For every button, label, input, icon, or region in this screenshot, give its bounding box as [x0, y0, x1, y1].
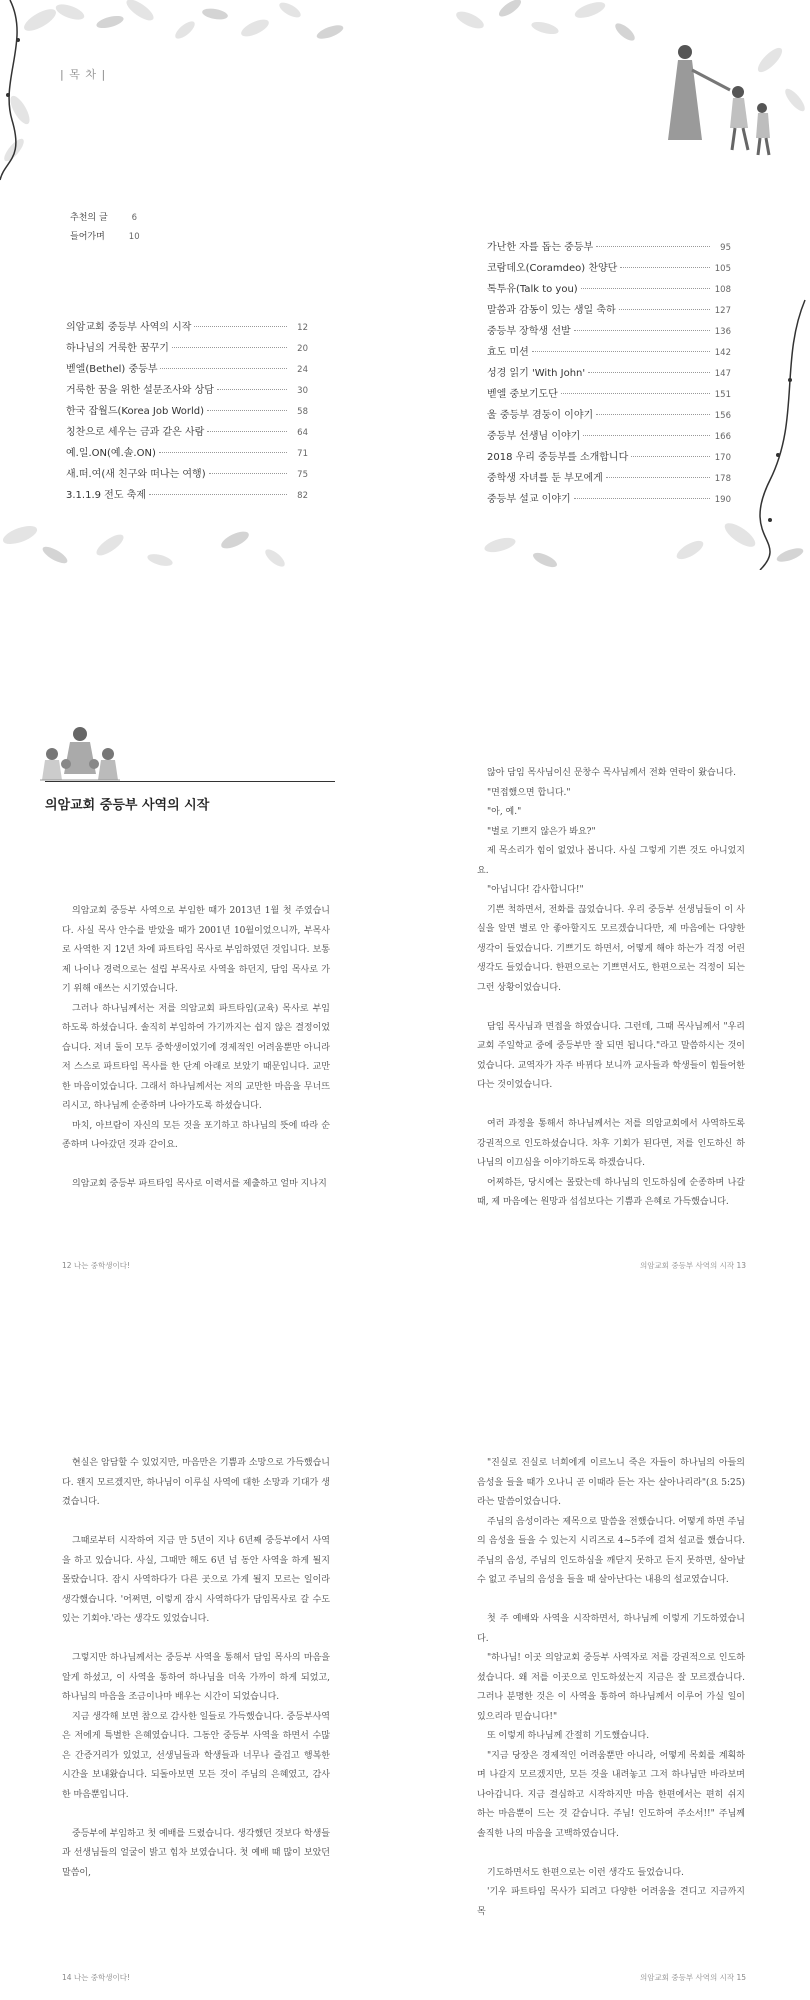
- paragraph: '기우 파트타임 목사가 되려고 다양한 어려움을 견디고 지금까지 목: [477, 1887, 745, 1917]
- page-folio-right: 의암교회 중등부 사역의 시작 15: [640, 1973, 747, 1982]
- page-14-body: [62, 1454, 330, 1883]
- toc-item[interactable]: 중등부 선생님 이야기 166: [487, 431, 731, 442]
- paragraph: 그때로부터 시작하여 지금 만 5년이 지나 6년째 중등부에서 사역을 하고 있습니다. 사실, 그때만 해도 6년 넘 동안 사역을 하게 될지 몰랐습니다. 잠시 사역하다가 다른 곳으로 가게 될지 모르는 일이라 생각했습니다. '어쩌면, 이렇게 잠시 사역하다가 담임목사로 갈 수도 있는 기회야.'라는 생각도 있었습니다.: [62, 1536, 330, 1624]
- paragraph: 여러 과정을 통해서 하나님께서는 저를 의암교회에서 사역하도록 강권적으로 인도하셨습니다. 차후 기회가 된다면, 저를 인도하신 하나님의 이끄심을 이야기하도록 하겠습니다.: [477, 1119, 745, 1168]
- chapter-title: 의암교회 중등부 사역의 시작: [45, 798, 210, 813]
- toc-list-right: [487, 238, 731, 511]
- toc-item[interactable]: 한국 잡월드(Korea Job World) 58: [66, 406, 308, 417]
- toc-item[interactable]: 가난한 자를 돕는 중등부 95: [487, 242, 731, 253]
- paragraph: 제 목소리가 힘이 없었나 봅니다. 사실 그렇게 기쁜 것도 아니었지요.: [477, 846, 745, 876]
- toc-item[interactable]: 울 중등부 겸둥이 이야기 156: [487, 410, 731, 421]
- paragraph: 않아 담임 목사님이신 문창수 목사님께서 전화 연락이 왔습니다.: [487, 768, 736, 778]
- paragraph: 주님의 음성이라는 제목으로 말씀을 전했습니다. 어떻게 하면 주님의 음성을 들을 수 있는지 시리즈로 4~5주에 걸쳐 설교를 했습니다. 주님의 음성, 주님의 인도하심을 깨닫지 못하고 듣지 못하면, 살아날 수 없고 주님의 음성을 들을 때 살아난다는 내용의 설교였습니다.: [477, 1516, 745, 1585]
- paragraph: 기쁜 척하면서, 전화를 끊었습니다. 우리 중등부 선생님들이 이 사실을 알면 별로 안 좋아할지도 모르겠습니다만, 제 마음에는 다양한 생각이 들었습니다. 기쁘기도 하면서, 어떻게 해야 하는가 걱정 어린 생각도 들었습니다. 한편으로는 기쁘면서도, 한편으로는 걱정이 되는 그런 상황이었습니다.: [477, 904, 745, 993]
- paragraph: "하나님! 이곳 의암교회 중등부 사역자로 저를 강권적으로 인도하셨습니다. 왜 저를 이곳으로 인도하셨는지 지금은 잘 모르겠습니다. 그러나 분명한 것은 이 사역을 통하여 하나님께서 이루어 가실 일이 있으리라 믿습니다!": [477, 1653, 745, 1722]
- paragraph: 그러나 하나님께서는 저를 의암교회 파트타임(교육) 목사로 부임하도록 하셨습니다. 솔직히 부임하여 가기까지는 쉽지 않은 결정이었습니다. 저녀 둘이 모두 중학생이었기에 경제적인 어려움뿐만 아니라 저 스스로 파트타임 목사를 한 단계 아래로 보았기 때문입니다. 교만한 마음이었습니다. 그래서 하나님께서는 저의 교만한 마음을 무너뜨리시고, 하나님께 순종하며 나아가도록 하셨습니다.: [62, 1003, 330, 1111]
- toc-spread: [0, 0, 810, 570]
- toc-item[interactable]: 효도 미션 142: [487, 347, 731, 358]
- toc-item[interactable]: 톡투유(Talk to you) 108: [487, 284, 731, 295]
- toc-intro-item[interactable]: 들어가며 10: [70, 232, 140, 242]
- toc-item[interactable]: 벧엘(Bethel) 중등부 24: [66, 364, 308, 375]
- paragraph: 지금 생각해 보면 참으로 감사한 일들로 가득했습니다. 중등부사역은 저에게 특별한 은혜였습니다. 그동안 중등부 사역을 하면서 수많은 간증거리가 있었고, 선생님들과 학생들과 너무나 즐겁고 행복한 시간을 보내왔습니다. 되돌아보면 모든 것이 주님의 은혜였고, 감사한 마음뿐입니다.: [62, 1711, 330, 1800]
- pages-12-13-spread: [0, 712, 810, 1292]
- paragraph: 현실은 암담할 수 있었지만, 마음만은 기쁨과 소망으로 가득했습니다. 왠지 모르겠지만, 하나님이 이루실 사역에 대한 소망과 기대가 생겼습니다.: [62, 1458, 330, 1507]
- toc-item[interactable]: 중학생 자녀를 둔 부모에게 178: [487, 473, 731, 484]
- leaf-cluster-bottom: [1, 519, 805, 570]
- toc-item[interactable]: 코람데오(Coramdeo) 찬양단 105: [487, 263, 731, 274]
- paragraph: 담임 목사님과 면접을 하였습니다. 그런데, 그때 목사님께서 "우리 교회 주일학교 중에 중등부만 잘 되면 됩니다."라고 말씀하시는 것이었습니다. 교역자가 자주 바뀌다 보니까 교사들과 학생들이 힘들어한다는 것이었습니다.: [477, 1021, 745, 1090]
- page-folio-right: 의암교회 중등부 사역의 시작 13: [640, 1261, 747, 1270]
- toc-item[interactable]: 말씀과 감동이 있는 생일 축하 127: [487, 305, 731, 316]
- toc-item[interactable]: 하나님의 거룩한 꿈꾸기 20: [66, 343, 308, 354]
- toc-list-left: [66, 318, 308, 507]
- paragraph: "면접했으면 합니다.": [487, 787, 571, 798]
- toc-item[interactable]: 중등부 장학생 선발 136: [487, 326, 731, 337]
- children-illustration: [40, 724, 120, 782]
- paragraph: 그렇지만 하나님께서는 중등부 사역을 통해서 담임 목사의 마음을 알게 하셨고, 이 사역을 통하여 하나님을 더욱 가까이 하게 되었고, 하나님의 마음을 조금이나마 배우는 시간이 되었습니다.: [62, 1653, 330, 1702]
- vine-right: [760, 300, 805, 570]
- toc-header-tag: | 목 차 |: [60, 68, 107, 81]
- paragraph: "아, 예.": [487, 807, 522, 817]
- paragraph: 어찌하든, 당시에는 몰랐는데 하나님의 인도하심에 순종하며 나갈 때, 제 마음에는 원망과 섭섭보다는 기쁨과 은혜로 가득했습니다.: [477, 1177, 745, 1207]
- toc-item[interactable]: 새.떠.여(새 친구와 떠나는 여행) 75: [66, 469, 308, 480]
- toc-item[interactable]: 칭찬으로 세우는 금과 같은 사람 64: [66, 427, 308, 438]
- toc-item[interactable]: 벧엘 중보기도단 151: [487, 389, 731, 400]
- page-13-body: [477, 764, 745, 1213]
- paragraph: "별로 기쁘지 않은가 봐요?": [487, 826, 596, 837]
- paragraph: 첫 주 예배와 사역을 시작하면서, 하나님께 이렇게 기도하였습니다.: [477, 1614, 745, 1644]
- paragraph: "지금 당장은 경제적인 어려움뿐만 아니라, 어떻게 목회를 계획하며 나갈지 모르겠지만, 모든 것을 내려놓고 그저 하나님만 바라보며 나아갑니다. 지금 결심하고 시작하지만 마음 한편에서는 편히 쉬지 하는 마음뿐이 드는 것 같습니다. 주님! 인도하여 주소서!!" 주님께 솔직한 나의 마음을 고백하였습니다.: [477, 1750, 745, 1839]
- toc-intro-list: [70, 210, 140, 248]
- page-folio-left: 12 나는 중학생이다!: [62, 1261, 131, 1270]
- paragraph: 의암교회 중등부 파트타임 목사로 이력서를 제출하고 얼마 지나지: [72, 1179, 327, 1189]
- paragraph: 의암교회 중등부 사역으로 부임한 때가 2013년 1월 첫 주였습니다. 사실 목사 안수를 받았을 때가 2001년 10월이었으니까, 부목사로 사역한 지 12년 차에 파트타임 목사로 부임하였던 것입니다. 보통 제 나이나 경력으로는 설립 부목사로 사역을 하던지, 담임 목사로 가기 위해 애쓰는 시기였습니다.: [62, 906, 330, 994]
- chapter-heading: [45, 781, 335, 813]
- toc-item[interactable]: 거룩한 꿈을 위한 설문조사와 상담 30: [66, 385, 308, 396]
- page-folio-left: 14 나는 중학생이다!: [62, 1973, 131, 1982]
- toc-item[interactable]: 성경 읽기 'With John' 147: [487, 368, 731, 379]
- leaf-cluster-top-left: [1, 0, 345, 164]
- family-illustration: [650, 40, 780, 165]
- toc-intro-item[interactable]: 추천의 글 6: [70, 213, 138, 223]
- toc-item[interactable]: 예.일.ON(예.솔.ON) 71: [66, 448, 308, 459]
- page-12-body: [62, 902, 330, 1195]
- paragraph: 마치, 아브람이 자신의 모든 것을 포기하고 하나님의 뜻에 따라 순종하며 나아갔던 것과 같이요.: [62, 1120, 330, 1150]
- paragraph: 기도하면서도 한편으로는 이런 생각도 들었습니다.: [487, 1867, 684, 1878]
- toc-item[interactable]: 중등부 설교 이야기 190: [487, 494, 731, 505]
- paragraph: "아닙니다! 감사합니다!": [487, 885, 584, 895]
- toc-item[interactable]: 3.1.1.9 전도 축제 82: [66, 490, 308, 501]
- page-15-body: [477, 1454, 745, 1922]
- paragraph: "진실로 진실로 너희에게 이르노니 죽은 자들이 하나님의 아들의 음성을 들을 때가 오나니 곧 이때라 듣는 자는 살아나리라"(요 5:25)라는 말씀이었습니다.: [477, 1458, 745, 1507]
- paragraph: 중등부에 부임하고 첫 예배를 드렸습니다. 생각했던 것보다 학생들과 선생님들의 얼굴이 밝고 힘차 보였습니다. 첫 예배 때 많이 보았던 말씀이,: [62, 1828, 330, 1878]
- toc-item[interactable]: 2018 우리 중등부를 소개합니다 170: [487, 452, 731, 463]
- toc-item[interactable]: 의암교회 중등부 사역의 시작 12: [66, 322, 308, 333]
- pages-14-15-spread: [0, 1412, 810, 2000]
- paragraph: 또 이렇게 하나님께 간절히 기도했습니다.: [487, 1731, 650, 1741]
